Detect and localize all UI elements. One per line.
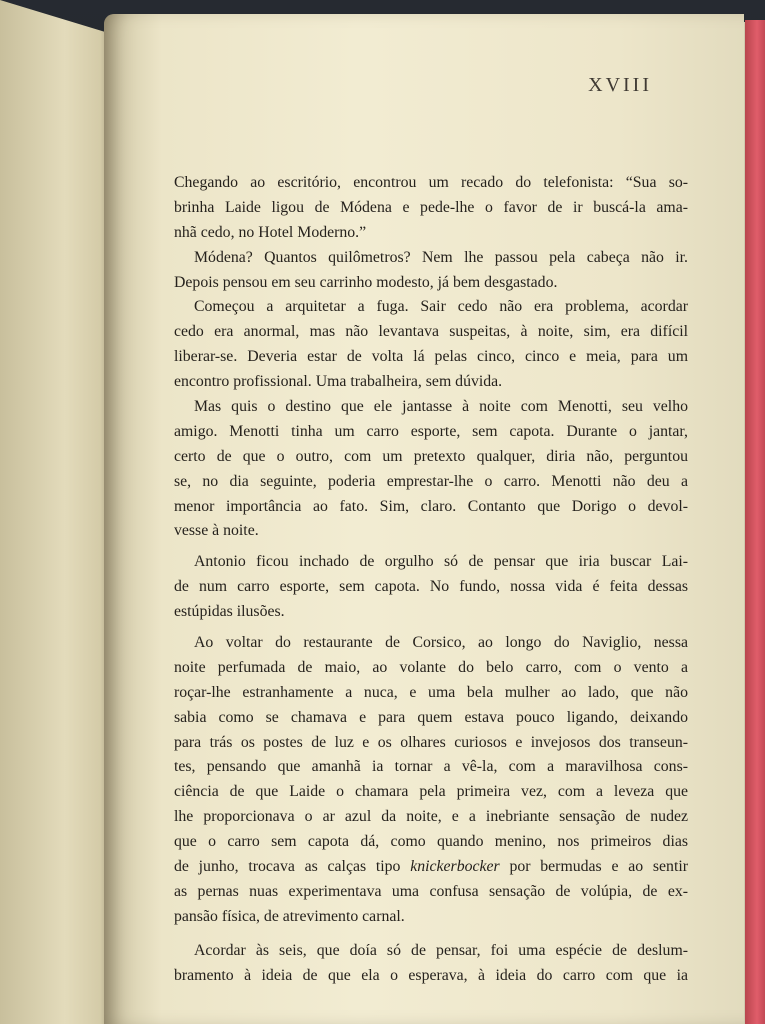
text-line: bramento à ideia de que ela o esperava, à ideia do carro com que ia — [174, 966, 688, 984]
text-line: de num carro esporte, sem capota. No fundo, nossa vida é feita dessas — [174, 578, 688, 596]
text-line: Módena? Quantos quilômetros? Nem lhe passou pela cabeça não ir. — [194, 248, 688, 266]
body-text — [174, 171, 688, 989]
text-line: amigo. Menotti tinha um carro esporte, sem capota. Durante o jantar, — [174, 422, 688, 440]
text-fragment: por bermudas e ao sentir — [499, 858, 688, 876]
text-line: lhe proporcionava o ar azul da noite, e a inebriante sensação de nudez — [174, 808, 688, 826]
text-line: Acordar às seis, que doía só de pensar, foi uma espécie de deslum- — [194, 941, 688, 959]
text-line: liberar-se. Deveria estar de volta lá pelas cinco, cinco e meia, para um — [174, 348, 688, 366]
text-line: cedo era anormal, mas não levantava suspeitas, à noite, sim, era difícil — [174, 323, 688, 341]
text-fragment: de junho, trocava as calças tipo — [174, 858, 411, 876]
text-line: pansão física, de atrevimento carnal. — [174, 907, 405, 925]
text-line: nhã cedo, no Hotel Moderno.” — [174, 223, 367, 241]
text-line: Antonio ficou inchado de orgulho só de pensar que iria buscar Lai- — [194, 553, 688, 571]
chapter-number: XVIII — [588, 74, 652, 96]
book-page — [104, 14, 744, 1024]
book-cover-edge — [745, 20, 765, 1024]
text-line: menor importância ao fato. Sim, claro. Contanto que Dorigo o devol- — [174, 497, 688, 515]
text-line: vesse à noite. — [174, 522, 259, 540]
text-line: encontro profissional. Uma trabalheira, sem dúvida. — [174, 373, 503, 391]
text-line: estúpidas ilusões. — [174, 603, 285, 621]
text-line: para trás os postes de luz e os olhares curiosos e invejosos dos transeun- — [174, 733, 688, 751]
text-line: as pernas nuas experimentava uma confusa sensação de volúpia, de ex- — [174, 882, 688, 900]
text-line: roçar-lhe estranhamente a nuca, e uma bela mulher ao lado, que não — [174, 683, 688, 701]
text-line: brinha Laide ligou de Módena e pede-lhe o favor de ir buscá-la ama- — [174, 198, 688, 216]
text-line: noite perfumada de maio, ao volante do belo carro, com o vento a — [174, 658, 688, 676]
italic-word: knickerbocker — [410, 858, 500, 876]
previous-page — [0, 0, 118, 1024]
text-line: certo de que o outro, com um pretexto qualquer, diria não, perguntou — [174, 447, 688, 465]
text-line: Chegando ao escritório, encontrou um recado do telefonista: “Sua so- — [174, 174, 688, 191]
text-line: ciência de que Laide o chamara pela primeira vez, com a leveza que — [174, 783, 688, 801]
text-line: Depois pensou em seu carrinho modesto, já bem desgastado. — [174, 273, 558, 291]
text-line: que o carro sem capota dá, como quando menino, nos primeiros dias — [174, 833, 688, 851]
text-line: Mas quis o destino que ele jantasse à noite com Menotti, seu velho — [194, 398, 688, 416]
text-line: Começou a arquitetar a fuga. Sair cedo não era problema, acordar — [194, 298, 688, 316]
text-line: sabia como se chamava e para quem estava pouco ligando, deixando — [174, 708, 688, 726]
text-line: tes, pensando que amanhã ia tornar a vê-la, com a maravilhosa cons- — [174, 758, 688, 776]
text-line: Ao voltar do restaurante de Corsico, ao longo do Naviglio, nessa — [194, 634, 688, 652]
text-line: se, no dia seguinte, poderia emprestar-lhe o carro. Menotti não deu a — [174, 472, 688, 490]
text-line-with-italic — [174, 855, 688, 880]
